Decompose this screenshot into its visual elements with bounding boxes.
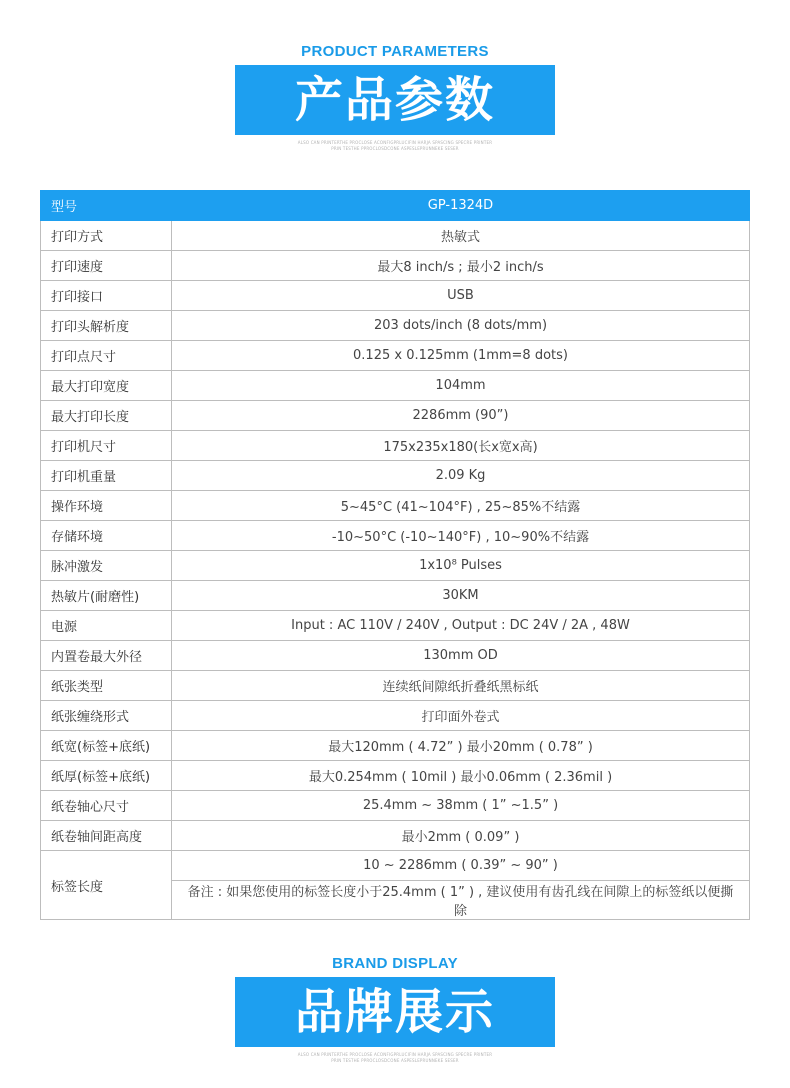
table-row [41,791,750,821]
table-row [41,371,750,401]
param-label-cell: 打印接口 [41,281,172,311]
param-value-cell: 最大8 inch/s ; 最小2 inch/s [172,251,750,281]
header-label-cell: 型号 [41,191,172,221]
param-label-cell: 脉冲激发 [41,551,172,581]
param-value-cell: 热敏式 [172,221,750,251]
param-label-cell: 电源 [41,611,172,641]
param-label-cell: 热敏片(耐磨性) [41,581,172,611]
section-subtitle-line-2: PRIN TESTHE PPROCLOSDCONE ASPESLEPRUNNEKE SESER [331,1058,459,1063]
section-title-cn-banner: 品牌展示 [235,977,555,1047]
param-value-cell: USB [172,281,750,311]
table-row [41,551,750,581]
section-subtitle-line-1: ALSO CAN PRINTERTHE PROCLOSE ACONFIGPRLUCIFIN HARJA SPASCING SPECRE PRINTER [297,1052,493,1057]
param-value-cell: 最大120mm ( 4.72” ) 最小20mm ( 0.78” ) [172,731,750,761]
section-subtitle-line-1: ALSO CAN PRINTERTHE PROCLOSE ACONFIGPRLUCIFIN HARJA SPASCING SPECRE PRINTER [297,140,493,145]
table-row [41,641,750,671]
table-row [41,581,750,611]
parameters-table [40,190,750,920]
table-row [41,401,750,431]
param-value-cell: 连续纸间隙纸折叠纸黑标纸 [172,671,750,701]
table-row [41,461,750,491]
param-value-cell: 30KM [172,581,750,611]
table-row [41,761,750,791]
param-value-cell: 175x235x180(长x宽x高) [172,431,750,461]
param-value-cell: 2286mm (90”) [172,401,750,431]
section-title-cn-banner: 产品参数 [235,65,555,135]
param-value-cell: 最大0.254mm ( 10mil ) 最小0.06mm ( 2.36mil ) [172,761,750,791]
param-label-cell: 打印头解析度 [41,311,172,341]
header-value-cell: GP-1324D [172,191,750,221]
param-label-cell: 操作环境 [41,491,172,521]
param-value-cell: 5~45°C (41~104°F) , 25~85%不结露 [172,491,750,521]
param-label-cell: 纸张类型 [41,671,172,701]
param-label-cell: 最大打印宽度 [41,371,172,401]
param-label-cell: 标签长度 [41,851,172,920]
param-value-cell: -10~50°C (-10~140°F) , 10~90%不结露 [172,521,750,551]
param-note-cell: 备注 : 如果您使用的标签长度小于25.4mm ( 1” ) , 建议使用有齿孔线在间隙上的标签纸以便撕除 [172,881,750,920]
brand-display-header [0,955,790,1064]
param-label-cell: 打印点尺寸 [41,341,172,371]
param-label-cell: 纸卷轴间距高度 [41,821,172,851]
section-subtitle-line-2: PRIN TESTHE PPROCLOSDCONE ASPESLEPRUNNEKE SESER [331,146,459,151]
table-row [41,281,750,311]
table-row [41,221,750,251]
table-row [41,671,750,701]
param-label-cell: 打印方式 [41,221,172,251]
table-row [41,731,750,761]
param-value-cell: Input : AC 110V / 240V , Output : DC 24V / 2A , 48W [172,611,750,641]
param-value-cell: 25.4mm ~ 38mm ( 1” ~1.5” ) [172,791,750,821]
param-label-cell: 打印机重量 [41,461,172,491]
param-label-cell: 纸卷轴心尺寸 [41,791,172,821]
param-value-cell: 打印面外卷式 [172,701,750,731]
param-label-cell: 内置卷最大外径 [41,641,172,671]
param-value-cell: 2.09 Kg [172,461,750,491]
param-label-cell: 存储环境 [41,521,172,551]
table-row [41,521,750,551]
section-title-en: PRODUCT PARAMETERS [301,43,489,60]
table-row [41,611,750,641]
param-value-cell: 10 ~ 2286mm ( 0.39” ~ 90” ) [172,851,750,881]
table-row [41,341,750,371]
param-label-cell: 打印机尺寸 [41,431,172,461]
table-row [41,431,750,461]
table-row [41,311,750,341]
param-label-cell: 纸宽(标签+底纸) [41,731,172,761]
param-value-cell: 1x10⁸ Pulses [172,551,750,581]
table-row [41,491,750,521]
table-row [41,251,750,281]
param-value-cell: 最小2mm ( 0.09” ) [172,821,750,851]
section-title-en: BRAND DISPLAY [332,955,458,972]
param-value-cell: 0.125 x 0.125mm (1mm=8 dots) [172,341,750,371]
param-value-cell: 104mm [172,371,750,401]
param-label-cell: 最大打印长度 [41,401,172,431]
param-label-cell: 打印速度 [41,251,172,281]
param-value-cell: 130mm OD [172,641,750,671]
param-label-cell: 纸张缠绕形式 [41,701,172,731]
table-row [41,821,750,851]
param-value-cell: 203 dots/inch (8 dots/mm) [172,311,750,341]
table-header-row [41,191,750,221]
table-row [41,851,750,881]
param-label-cell: 纸厚(标签+底纸) [41,761,172,791]
table-row [41,701,750,731]
product-parameters-header [0,43,790,152]
